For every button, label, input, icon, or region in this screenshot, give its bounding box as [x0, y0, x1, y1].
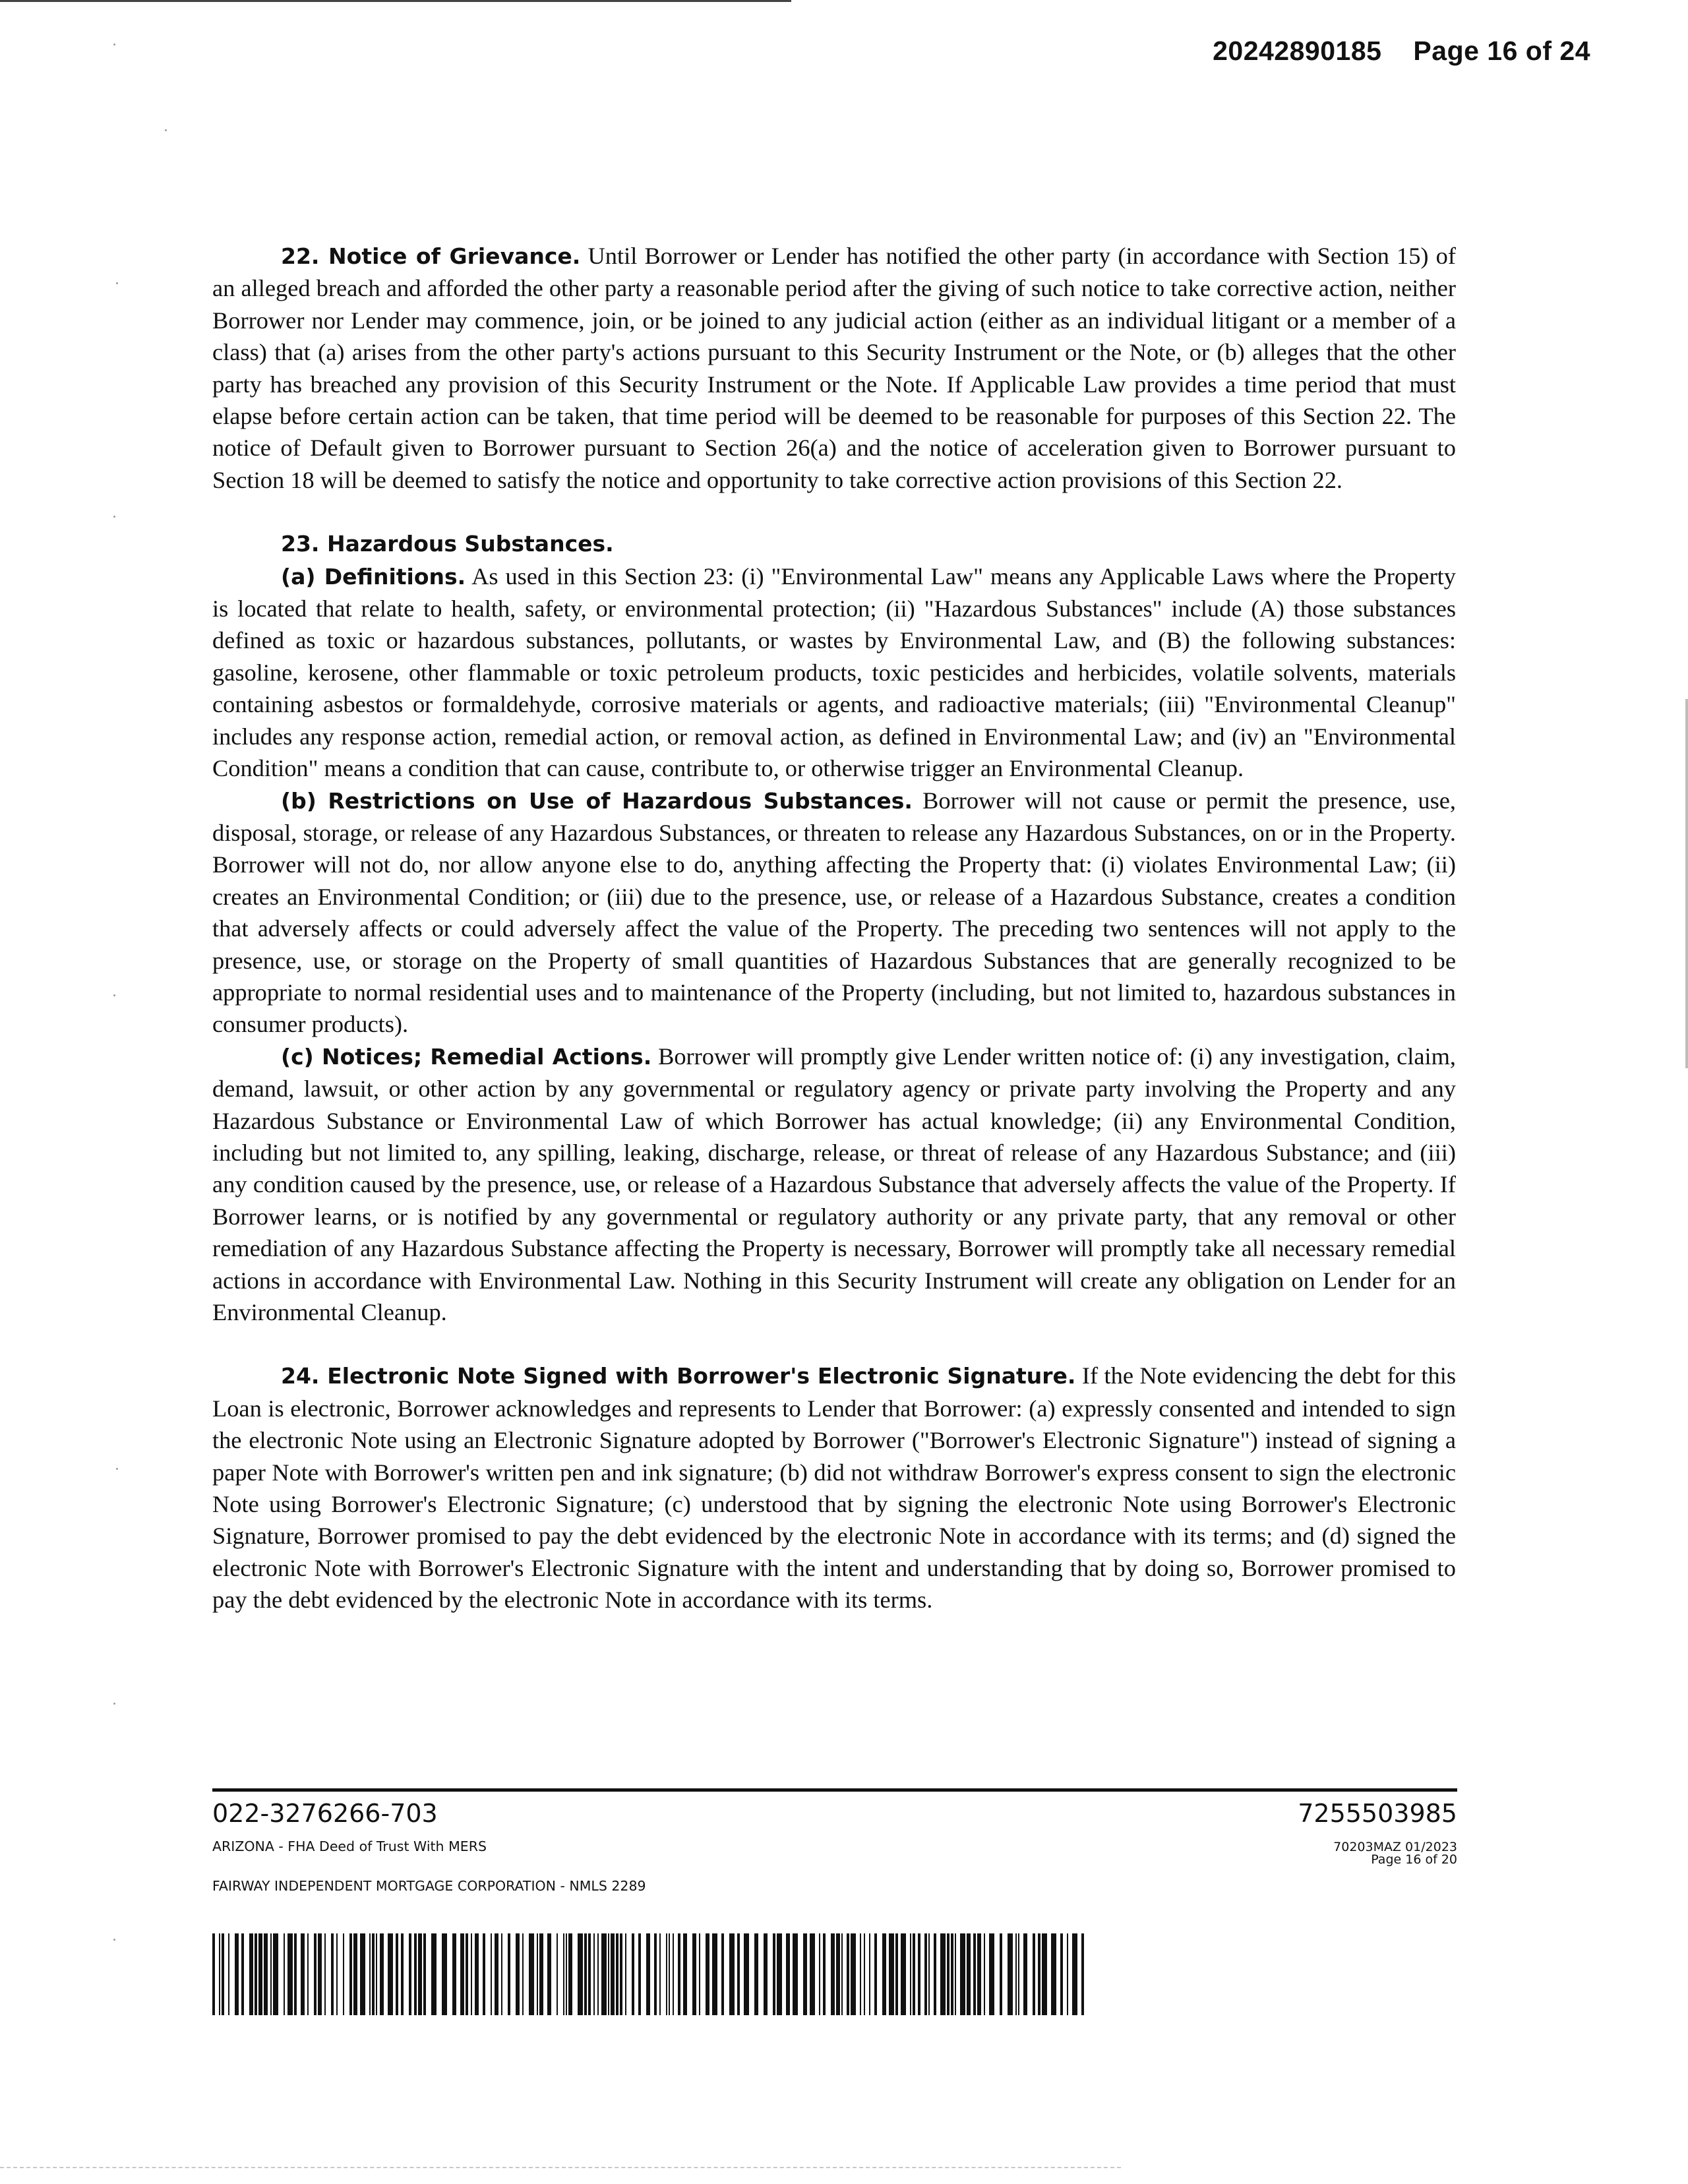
- barcode-bar: [508, 1933, 510, 2015]
- barcode-bar: [1042, 1933, 1047, 2015]
- scan-speck: [113, 1703, 115, 1705]
- barcode-bar: [287, 1933, 293, 2015]
- barcode-bar: [729, 1933, 735, 2015]
- barcode-bar: [588, 1933, 591, 2015]
- recording-number: 20242890185: [1213, 36, 1382, 66]
- section-23c-paragraph: [212, 1041, 1456, 1329]
- barcode-bar: [777, 1933, 782, 2015]
- barcode-bar: [721, 1933, 724, 2015]
- section-24-paragraph: [212, 1360, 1456, 1616]
- barcode-bar: [786, 1933, 790, 2015]
- barcode-bar: [984, 1933, 985, 2015]
- barcode-bar: [819, 1933, 820, 2015]
- barcode-bar: [810, 1933, 815, 2015]
- barcode-bar: [1000, 1933, 1002, 2015]
- barcode-bar: [803, 1933, 807, 2015]
- barcode-bar: [431, 1933, 437, 2015]
- barcode-bar: [597, 1933, 599, 2015]
- barcode-bar: [578, 1933, 583, 2015]
- section-22-heading: 22. Notice of Grievance.: [281, 243, 581, 269]
- barcode-bar: [418, 1933, 422, 2015]
- barcode-bar: [372, 1933, 375, 2015]
- barcode-bar: [1060, 1933, 1063, 2015]
- barcode-bar: [537, 1933, 538, 2015]
- section-23a-heading: (a) Definitions.: [281, 563, 466, 590]
- barcode-bar: [522, 1933, 524, 2015]
- section-23c-heading: (c) Notices; Remedial Actions.: [281, 1043, 652, 1070]
- barcode-bar: [471, 1933, 472, 2015]
- barcode-bar: [294, 1933, 297, 2015]
- barcode-bar: [409, 1933, 411, 2015]
- barcode-bar: [516, 1933, 520, 2015]
- barcode-bar: [442, 1933, 447, 2015]
- scan-edge-line: [0, 0, 791, 2]
- barcode-bar: [235, 1933, 239, 2015]
- section-23-heading: 23. Hazardous Substances.: [281, 531, 614, 557]
- section-23a-text: As used in this Section 23: (i) "Environmental Law" means any Applicable Laws where the Property is located that relate to health, safety, or environmental protection; (ii) "Hazardous Substances" include (A) those substances defined as toxic or hazardous substances, pollutants, or wastes by Environmental Law, and (B) the following substances: gasoline, kerosene, other flammable or toxic petroleum products, toxic pesticides and herbicides, volatile solvents, materials containing asbestos or formaldehyde, corrosive materials or agents, and radioactive materials; (iii) "Environmental Cleanup" includes any response action, remedial action, or removal action, as defined in Environmental Law; and (iv) an "Environmental Condition" means a condition that can cause, contribute to, or otherwise trigger an Environmental Cleanup.: [212, 562, 1456, 782]
- barcode-bar: [324, 1933, 326, 2015]
- recording-page-label: Page 16 of 24: [1413, 36, 1590, 66]
- barcode-bar: [1081, 1933, 1084, 2015]
- barcode-bar: [255, 1933, 257, 2015]
- section-24-text: If the Note evidencing the debt for this Loan is electronic, Borrower acknowledges and represents to Lender that Borrower: (a) expressly consented and intended to sign the electronic Note using an Electronic Signature adopted by Borrower ("Borrower's Electronic Signature") instead of signing a paper Note with Borrower's written pen and ink signature; (b) did not withdraw Borrower's express consent to sign the electronic Note using Borrower's Electronic Signature; (c) understood that by signing the electronic Note using Borrower's Electronic Signature, Borrower promised to pay the debt evidenced by the electronic Note in accordance with its terms; and (d) signed the electronic Note with Borrower's Electronic Signature with the intent and understanding that by doing so, Borrower promised to pay the debt evidenced by the electronic Note in accordance with its terms.: [212, 1362, 1456, 1614]
- barcode-bar: [773, 1933, 775, 2015]
- barcode-bar: [608, 1933, 609, 2015]
- barcode-bar: [566, 1933, 567, 2015]
- barcode-bar: [754, 1933, 758, 2015]
- barcode-bar: [539, 1933, 543, 2015]
- barcode-bar: [396, 1933, 398, 2015]
- barcode-bar: [895, 1933, 898, 2015]
- barcode-bar: [212, 1933, 215, 2015]
- barcode-bar: [360, 1933, 365, 2015]
- barcode-bar: [928, 1933, 930, 2015]
- barcode-bar: [401, 1933, 404, 2015]
- barcode-bar: [1033, 1933, 1035, 2015]
- barcode-bar: [625, 1933, 626, 2015]
- barcode-bar: [913, 1933, 915, 2015]
- barcode-bar: [699, 1933, 700, 2015]
- scan-speck: [116, 282, 118, 284]
- barcode-bar: [706, 1933, 709, 2015]
- barcode-bar: [683, 1933, 687, 2015]
- barcode-bar: [264, 1933, 268, 2015]
- section-24-heading: 24. Electronic Note Signed with Borrower's Electronic Signature.: [281, 1363, 1076, 1389]
- barcode-bar: [495, 1933, 498, 2015]
- barcode-bar: [483, 1933, 485, 2015]
- barcode-bar: [258, 1933, 262, 2015]
- barcode-bar: [1015, 1933, 1017, 2015]
- barcode-bar: [222, 1933, 224, 2015]
- barcode-bar: [874, 1933, 877, 2015]
- barcode-bar: [307, 1933, 309, 2015]
- scan-speck: [165, 129, 167, 131]
- barcode-bar: [678, 1933, 680, 2015]
- barcode-bar: [934, 1933, 936, 2015]
- barcode-bar: [831, 1933, 835, 2015]
- section-23b-heading: (b) Restrictions on Use of Hazardous Substances.: [281, 787, 913, 814]
- barcode-bar: [380, 1933, 384, 2015]
- barcode-bar: [673, 1933, 674, 2015]
- barcode-bar: [692, 1933, 696, 2015]
- barcode-bar: [632, 1933, 634, 2015]
- document-body: [212, 240, 1456, 1616]
- barcode-bar: [764, 1933, 768, 2015]
- scan-bottom-edge: [0, 2167, 1121, 2169]
- scan-speck: [116, 1468, 118, 1470]
- barcode-bar: [841, 1933, 843, 2015]
- form-code: 70203MAZ 01/2023: [1333, 1840, 1457, 1854]
- section-spacer: [212, 496, 1456, 528]
- section-23c-text: Borrower will promptly give Lender written notice of: (i) any investigation, claim, demand, lawsuit, or other action by any governmental or regulatory agency or private party involving the Property and any Hazardous Substance or Environmental Law of which Borrower has actual knowledge; (ii) any Environmental Condition, including but not limited to, any spilling, leaking, discharge, release, or threat of release of any Hazardous Substance; and (iii) any condition caused by the presence, use, or release of a Hazardous Substance that adversely affects the value of the Property. If Borrower learns, or is notified by any governmental or regulatory authority or any private party, that any removal or other remediation of any Hazardous Substance affecting the Property is necessary, Borrower will promptly take all necessary remedial actions in accordance with Environmental Law. Nothing in this Security Instrument will create any obligation on Lender for an Environmental Cleanup.: [212, 1043, 1457, 1325]
- barcode-bar: [369, 1933, 371, 2015]
- barcode-bar: [836, 1933, 840, 2015]
- barcode-bar: [847, 1933, 849, 2015]
- form-name: ARIZONA - FHA Deed of Trust With MERS: [212, 1838, 487, 1854]
- scan-speck: [113, 994, 115, 996]
- barcode-bar: [967, 1933, 971, 2015]
- barcode-bar: [353, 1933, 357, 2015]
- barcode-bar: [336, 1933, 338, 2015]
- lender-name: FAIRWAY INDEPENDENT MORTGAGE CORPORATION - NMLS 2289: [212, 1878, 646, 1894]
- barcode-bar: [860, 1933, 861, 2015]
- barcode-bar: [376, 1933, 377, 2015]
- barcode-bar: [951, 1933, 953, 2015]
- barcode-bar: [947, 1933, 950, 2015]
- barcode-bar: [973, 1933, 976, 2015]
- barcode-bar: [889, 1933, 894, 2015]
- barcode-bar: [491, 1933, 492, 2015]
- section-23b-paragraph: [212, 785, 1456, 1041]
- barcode-bar: [737, 1933, 740, 2015]
- barcode-bar: [646, 1933, 650, 2015]
- scan-edge-mark: [1685, 699, 1688, 1068]
- footer-rule: [212, 1788, 1457, 1792]
- barcode-bar: [882, 1933, 886, 2015]
- barcode-bar: [638, 1933, 641, 2015]
- barcode-bar: [423, 1933, 426, 2015]
- barcode-bar: [501, 1933, 502, 2015]
- barcode-bar: [270, 1933, 272, 2015]
- barcode-bar: [620, 1933, 622, 2015]
- barcode-bar: [1067, 1933, 1068, 2015]
- section-23a-paragraph: [212, 561, 1456, 785]
- barcode-bar: [547, 1933, 551, 2015]
- barcode-bar: [601, 1933, 607, 2015]
- barcode-bar: [314, 1933, 316, 2015]
- barcode-bar: [1018, 1933, 1019, 2015]
- barcode-bar: [557, 1933, 558, 2015]
- scan-speck: [113, 516, 115, 518]
- reference-number: 7255503985: [1298, 1799, 1457, 1828]
- loan-number: 022-3276266-703: [212, 1799, 438, 1828]
- form-page: Page 16 of 20: [1371, 1852, 1457, 1867]
- barcode-bar: [864, 1933, 865, 2015]
- section-22-paragraph: [212, 240, 1456, 496]
- barcode-bar: [940, 1933, 946, 2015]
- barcode-bar: [1072, 1933, 1077, 2015]
- barcode-bar: [910, 1933, 911, 2015]
- scan-speck: [113, 1939, 115, 1941]
- recording-header: [1213, 36, 1590, 67]
- barcode-bar: [388, 1933, 393, 2015]
- barcode-bar: [924, 1933, 927, 2015]
- barcode-bar: [273, 1933, 278, 2015]
- barcode-bar: [1023, 1933, 1027, 2015]
- barcode-bar: [452, 1933, 456, 2015]
- barcode-bar: [918, 1933, 920, 2015]
- barcode-bar: [241, 1933, 244, 2015]
- barcode-bar: [228, 1933, 229, 2015]
- barcode-bar: [659, 1933, 661, 2015]
- barcode-bar: [219, 1933, 220, 2015]
- barcode-bar: [460, 1933, 464, 2015]
- scan-speck: [113, 44, 115, 46]
- barcode-bar: [616, 1933, 618, 2015]
- barcode-bar: [563, 1933, 564, 2015]
- barcode-bar: [793, 1933, 798, 2015]
- section-23b-text: Borrower will not cause or permit the presence, use, disposal, storage, or release of any Hazardous Substances, or threaten to release any Hazardous Substances, on or in the Property. Borrower will not do, nor allow anyone else to do, anything affecting the Property that: (i) violates Environmental Law; (ii) creates an Environmental Condition; or (iii) due to the presence, use, or release of a Hazardous Substance, creates a condition that adversely affects or could adversely affect the value of the Property. The preceding two sentences will not apply to the presence, use, or storage on the Property of small quantities of Hazardous Substances that are generally recognized to be appropriate to normal residential uses and to maintenance of the Property (including, but not limited to, hazardous substances in consumer products).: [212, 787, 1456, 1038]
- barcode-bar: [475, 1933, 479, 2015]
- barcode-bar: [851, 1933, 856, 2015]
- barcode-bar: [901, 1933, 906, 2015]
- barcode-bar: [666, 1933, 667, 2015]
- barcode-bar: [343, 1933, 344, 2015]
- barcode-bar: [1008, 1933, 1013, 2015]
- section-23-heading-line: [212, 528, 1456, 560]
- barcode-bar: [744, 1933, 749, 2015]
- barcode-bar: [669, 1933, 670, 2015]
- barcode-bar: [611, 1933, 615, 2015]
- barcode-bar: [466, 1933, 468, 2015]
- barcode-bar: [1038, 1933, 1040, 2015]
- barcode-bar: [960, 1933, 965, 2015]
- barcode-bar: [593, 1933, 595, 2015]
- barcode-bar: [284, 1933, 285, 2015]
- barcode-bar: [249, 1933, 253, 2015]
- barcode-bar: [568, 1933, 572, 2015]
- barcode-bar: [823, 1933, 826, 2015]
- barcode-bar: [989, 1933, 994, 2015]
- barcode-bar: [301, 1933, 305, 2015]
- barcode-bar: [955, 1933, 956, 2015]
- barcode-bar: [349, 1933, 352, 2015]
- barcode-bar: [1051, 1933, 1056, 2015]
- form-code-block: [1333, 1841, 1457, 1866]
- barcode-bar: [529, 1933, 534, 2015]
- barcode-bar: [318, 1933, 322, 2015]
- barcode-bar: [654, 1933, 657, 2015]
- barcode-bar: [712, 1933, 717, 2015]
- section-spacer: [212, 1328, 1456, 1360]
- barcode: [212, 1933, 1087, 2015]
- barcode-bar: [414, 1933, 417, 2015]
- barcode-bar: [977, 1933, 981, 2015]
- section-22-text: Until Borrower or Lender has notified the other party (in accordance with Section 15) of an alleged breach and afforded the other party a reasonable period after the giving of such notice to take corrective action, neither Borrower nor Lender may commence, join, or be joined to any judicial action (either as an individual litigant or a member of a class) that (a) arises from the other party's actions pursuant to this Security Instrument or the Note, or (b) alleges that the other party has breached any provision of this Security Instrument or the Note. If Applicable Law provides a time period that must elapse before certain action can be taken, that time period will be deemed to be reasonable for purposes of this Section 22. The notice of Default given to Borrower pursuant to Section 26(a) and the notice of acceleration given to Borrower pursuant to Section 18 will be deemed to satisfy the notice and opportunity to take corrective action provisions of this Section 22.: [212, 243, 1457, 493]
- barcode-bar: [869, 1933, 870, 2015]
- barcode-bar: [584, 1933, 587, 2015]
- barcode-bar: [331, 1933, 334, 2015]
